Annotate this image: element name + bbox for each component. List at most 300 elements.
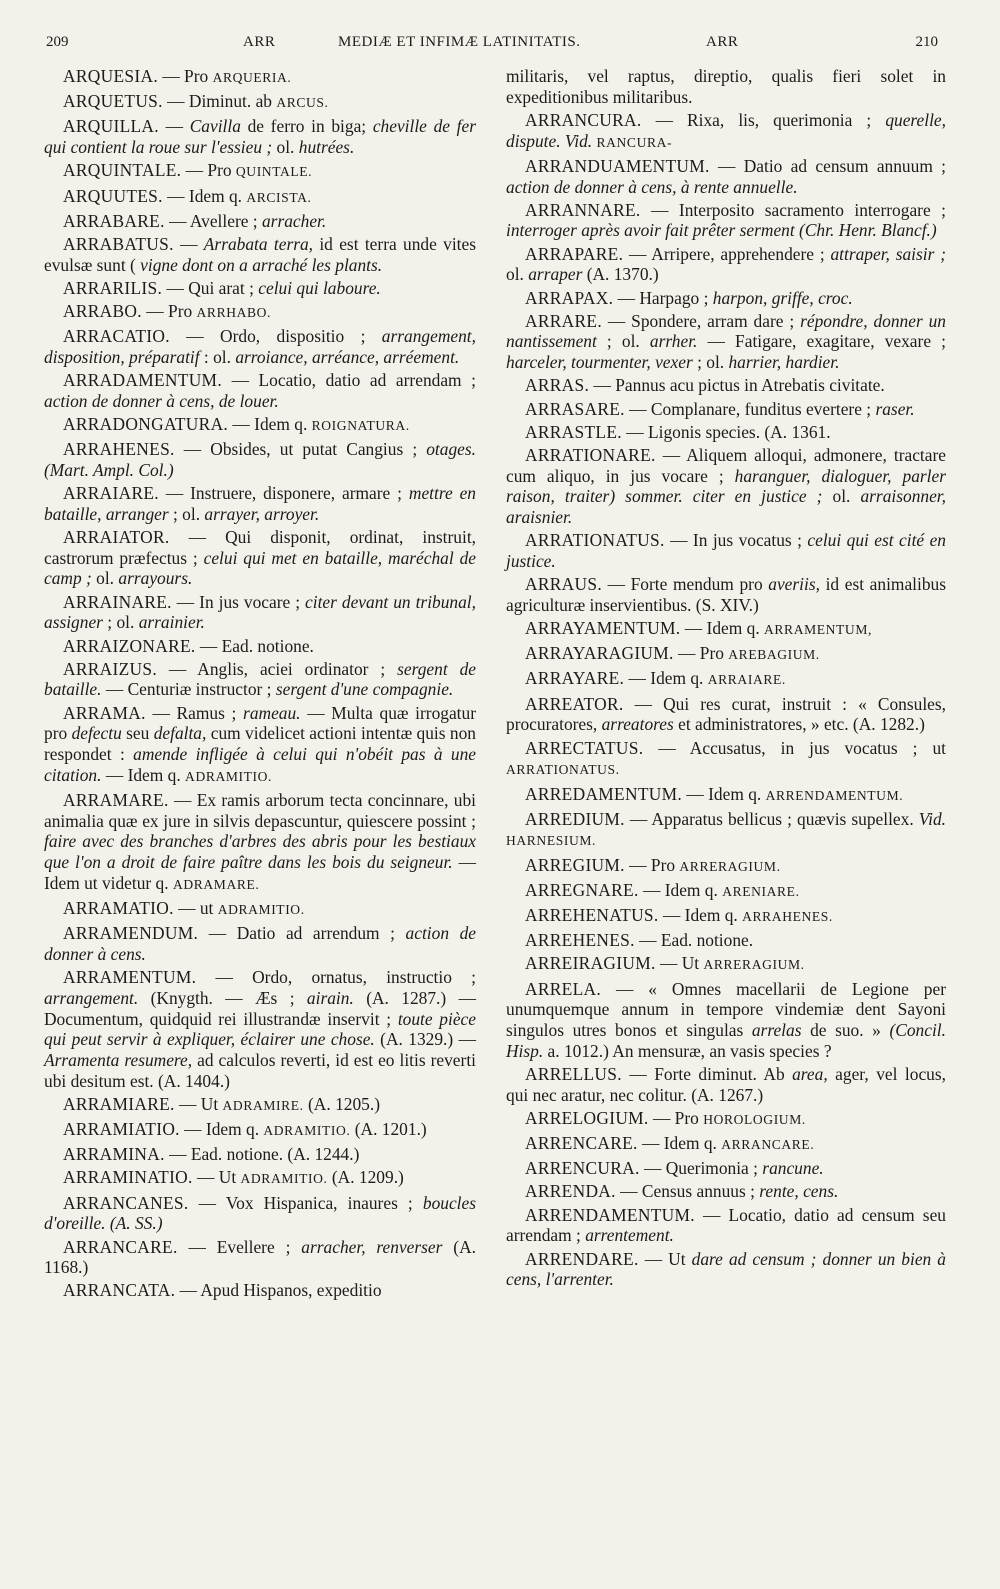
entry-text: — Ordo, ornatus, instructio ; (196, 967, 476, 988)
italic-gloss: arrayer, arroyer. (204, 503, 320, 524)
headword: ARRAHENES. (63, 439, 175, 460)
headword: ARRAMARE. (63, 790, 169, 810)
dictionary-entry (44, 790, 476, 896)
entry-text: (A. 1201.) (350, 1119, 427, 1140)
headword: ARRAPARE. (525, 243, 624, 264)
dictionary-entry (44, 1094, 476, 1117)
headword: ARRANCURA. (525, 109, 642, 130)
cross-reference: AREBAGIUM. (728, 647, 820, 663)
italic-gloss: faire avec des branches d'arbres des abris pour les bestiaux que l'on a droit de faire paître dans les bois du seigneur. (44, 831, 476, 873)
entry-text: — Datio ad censum annuum ; (709, 155, 946, 176)
headword: ARRELOGIUM. (525, 1107, 649, 1128)
entry-text: — Idem q. (162, 185, 247, 206)
entry-text: — Obsides, ut putat Cangius ; (174, 439, 427, 460)
cross-reference: ARQUERIA. (212, 70, 292, 85)
page-number-left: 209 (46, 34, 69, 50)
dictionary-entry (506, 618, 946, 641)
entry-text: — Ead. notione. (195, 635, 314, 656)
italic-gloss: arrelas (751, 1020, 802, 1041)
italic-gloss: toute pièce qui peut servir à expliquer, éclairer une chose. (44, 1008, 476, 1050)
italic-gloss: Arrabata terra, (203, 233, 314, 254)
entry-text: ager, vel locus, qui nec aratur, nec colitur. (A. 1267.) (506, 1063, 946, 1105)
headword: ARQUESIA. (63, 66, 158, 86)
italic-gloss: arrayours. (118, 568, 193, 589)
entry-text: (A. 1287.) — Documentum, quidquid rei illustrandæ inservit ; (44, 987, 476, 1029)
italic-gloss: (Concil. Hisp. (506, 1020, 946, 1061)
dictionary-entry (44, 186, 476, 209)
entry-text: — Ead. notione. (A. 1244.) (164, 1144, 360, 1165)
entry-text: — Ramus ; (145, 702, 244, 723)
entry-text: (A. 1370.) (582, 264, 659, 285)
headword: ARREGIUM. (525, 854, 625, 875)
headword: ARRENCARE. (525, 1133, 638, 1154)
entry-text: — Ut (638, 1248, 692, 1269)
headword: ARRADAMENTUM. (63, 370, 222, 391)
headword: ARRAMENTUM. (63, 967, 197, 988)
entry-text: — Apud Hispanos, expeditio (175, 1280, 382, 1301)
entry-text: — Complanare, funditus evertere ; (624, 398, 876, 419)
cross-reference: ARRAHENES. (742, 909, 833, 925)
right-column (506, 66, 946, 1292)
entry-text: (A. 1329.) — (374, 1029, 476, 1050)
entry-text: — Qui res curat, instruit : « Consules, procuratores, (506, 693, 946, 735)
headword: ARQUUTES. (63, 185, 163, 206)
entry-text: ol. (822, 486, 861, 507)
dictionary-entry (506, 288, 946, 309)
italic-gloss: arrangement. (44, 987, 139, 1008)
italic-gloss: airain. (306, 987, 354, 1008)
entry-text: ol. (91, 568, 119, 589)
italic-gloss: haranguer, dialoguer, parler raison, traiter) sommer. citer en justice ; (506, 465, 946, 507)
cross-reference: ARRAMENTUM, (764, 622, 872, 638)
headword: ARRAUS. (525, 574, 602, 595)
italic-gloss: celui qui laboure. (258, 277, 381, 298)
entry-text: — Locatio, datio ad censum seu arrendam ; (506, 1204, 946, 1246)
dictionary-entry (44, 1193, 476, 1234)
entry-text: — Pannus acu pictus in Atrebatis civitate. (589, 375, 885, 396)
dictionary-entry (44, 592, 476, 633)
running-title: MEDIÆ ET INFIMÆ LATINITATIS. (338, 34, 581, 50)
dictionary-entry (44, 1144, 476, 1165)
dictionary-entry (506, 1133, 946, 1156)
italic-gloss: arraisonner, araisnier. (506, 486, 946, 528)
dictionary-entry (506, 694, 946, 735)
headword: ARRELLUS. (525, 1063, 622, 1084)
headword: ARRECTATUS. (525, 737, 644, 758)
entry-text: — Pro (181, 160, 236, 181)
entry-text: — Arripere, apprehendere ; (623, 243, 831, 264)
dictionary-entry (506, 156, 946, 197)
entry-text: ; ol. (168, 503, 205, 524)
headword: ARRAINARE. (63, 591, 172, 612)
italic-gloss: area, (792, 1063, 828, 1084)
entry-text: ol. (506, 264, 529, 285)
dictionary-entry (506, 1064, 946, 1105)
entry-text: — Idem ut videtur q. (44, 852, 476, 893)
entry-text: — Forte mendum pro (602, 574, 769, 595)
dictionary-entry (506, 930, 946, 951)
entry-text: — Ordo, dispositio ; (169, 326, 382, 347)
italic-gloss: harrier, hardier. (728, 352, 840, 373)
entry-text: — Instruere, disponere, armare ; (158, 483, 409, 504)
dictionary-entry (506, 979, 946, 1062)
italic-gloss: querelle, dispute. Vid. (506, 109, 946, 151)
entry-text: ; ol. (596, 331, 650, 352)
dictionary-entry (506, 574, 946, 615)
entry-text: (A. 1205.) (303, 1093, 380, 1114)
cross-reference: ARRATIONATUS. (506, 762, 620, 778)
headword: ARREHENATUS. (525, 905, 659, 926)
entry-text: a. 1012.) An mensuræ, an vasis species ? (543, 1040, 832, 1061)
dictionary-entry (44, 211, 476, 232)
italic-gloss: arrainier. (138, 612, 205, 633)
italic-gloss: averiis, (768, 574, 820, 595)
entry-text: — Querimonia ; (639, 1158, 763, 1179)
dictionary-entry (44, 703, 476, 788)
headword: ARRAYAMENTUM. (525, 618, 681, 639)
running-head-left: ARR (243, 34, 276, 50)
headword: ARRAMINA. (63, 1144, 165, 1165)
dictionary-entry (44, 1167, 476, 1190)
italic-gloss: arracher, renverser (301, 1236, 443, 1257)
headword: ARRATIONATUS. (525, 530, 665, 551)
dictionary-entry (44, 967, 476, 1091)
entry-text: — Apparatus bellicus ; quævis supellex. (624, 808, 919, 829)
entry-text: — Ex ramis arborum tecta concinnare, ubi animalia quæ ex jure in silvis depascuntur, quiescere possint ; (44, 790, 476, 831)
italic-gloss: arracher. (261, 210, 327, 231)
dictionary-entry (506, 66, 946, 107)
italic-gloss: arraper (528, 264, 583, 285)
dictionary-entry (506, 200, 946, 241)
entry-text: — Ligonis species. (A. 1361. (621, 421, 831, 442)
entry-text: — Accusatus, in jus vocatus ; ut (643, 737, 946, 758)
headword: ARRASARE. (525, 398, 625, 419)
italic-gloss: action de donner à cens, de louer. (44, 390, 279, 411)
entry-text: — Aliquem alloqui, admonere, tractare cum aliquo, in jus vocare ; (506, 444, 946, 486)
cross-reference: ADRAMITIO. (240, 1171, 328, 1187)
cross-reference: ARCISTA. (246, 189, 312, 205)
entry-text: ol. (272, 137, 299, 158)
cross-reference: ARRANCARE. (721, 1137, 815, 1153)
italic-gloss: defalta, (153, 723, 207, 744)
dictionary-entry (44, 923, 476, 964)
dictionary-entry (506, 1205, 946, 1246)
cross-reference: ARRERAGIUM. (679, 858, 781, 874)
entry-text: — Pro (157, 66, 213, 86)
dictionary-entry (506, 1158, 946, 1179)
italic-gloss: interroger après avoir fait prêter serment (Chr. Henr. Blancf.) (506, 220, 937, 241)
italic-gloss: rameau. (243, 702, 301, 723)
italic-gloss: Vid. (918, 808, 946, 829)
dictionary-entry (506, 422, 946, 443)
dictionary-entry (44, 414, 476, 437)
italic-gloss: arrangement, disposition, préparatif (44, 326, 476, 367)
entry-text: — Rixa, lis, querimonia ; (641, 109, 886, 130)
headword: ARREIRAGIUM. (525, 953, 656, 974)
cross-reference: RANCURA- (596, 134, 673, 150)
entry-text: de ferro in biga; (240, 116, 373, 137)
cross-reference: ADRAMITIO. (217, 902, 305, 918)
dictionary-entry (44, 1280, 476, 1301)
cross-reference: ADRAMITIO. (185, 768, 273, 784)
headword: ARREDAMENTUM. (525, 783, 683, 804)
italic-gloss: sergent d'une compagnie. (275, 679, 454, 700)
entry-text: — Datio ad arrendum ; (198, 923, 406, 944)
dictionary-entry (44, 234, 476, 275)
headword: ARRAIZUS. (63, 658, 158, 679)
cross-reference: ARRENDAMENTUM. (765, 787, 904, 803)
cross-reference: ARENIARE. (722, 883, 800, 899)
entry-text: — Pro (673, 643, 729, 664)
dictionary-entry (44, 659, 476, 700)
entry-text: — Qui arat ; (162, 277, 259, 298)
dictionary-entry (506, 244, 946, 285)
dictionary-entry (506, 445, 946, 528)
entry-text: — In jus vocatus ; (664, 530, 808, 551)
entry-text: (A. 1168.) (44, 1236, 477, 1278)
cross-reference: HARNESIUM. (506, 833, 597, 849)
entry-text: : ol. (199, 346, 236, 367)
entry-text: de suo. » (801, 1020, 890, 1041)
entry-text: — Harpago ; (613, 287, 713, 308)
dictionary-entry (506, 880, 946, 903)
italic-gloss: mettre en bataille, arranger (44, 483, 476, 524)
italic-gloss: action de donner à cens, à rente annuelle. (506, 176, 798, 197)
headword: ARRANDUAMENTUM. (525, 155, 710, 176)
entry-text: — Pro (648, 1107, 704, 1128)
entry-text: — Locatio, datio ad arrendam ; (221, 370, 476, 391)
dictionary-entry (44, 91, 476, 114)
dictionary-entry (44, 1237, 476, 1278)
running-header (46, 34, 938, 58)
headword: ARRAIARE. (63, 483, 159, 504)
italic-gloss: rente, cens. (759, 1181, 839, 1202)
dictionary-entry (44, 898, 476, 921)
italic-gloss: amende infligée à celui qui n'obéit pas à une citation. (44, 744, 476, 785)
dictionary-entry (506, 953, 946, 976)
entry-text: ; ol. (102, 612, 139, 633)
dictionary-entry (506, 110, 946, 153)
italic-gloss: sergent de bataille. (44, 658, 476, 700)
headword: ARRABO. (63, 301, 142, 322)
headword: ARRENCURA. (525, 1158, 640, 1179)
italic-gloss: celui qui est cité en justice. (506, 530, 946, 571)
entry-text: — Idem q. (638, 879, 723, 900)
italic-gloss: boucles d'oreille. (A. SS.) (44, 1192, 476, 1234)
italic-gloss: répondre, donner un nantissement (506, 310, 946, 352)
dictionary-entry (506, 375, 946, 396)
italic-gloss: otages. (Mart. Ampl. Col.) (44, 439, 476, 480)
left-column (44, 66, 476, 1304)
headword: ARRANNARE. (525, 199, 641, 220)
dictionary-entry (44, 636, 476, 657)
page-number-right: 210 (915, 34, 938, 50)
dictionary-entry (506, 1181, 946, 1202)
headword: ARRADONGATURA. (63, 414, 229, 435)
cross-reference: QUINTALE. (235, 164, 313, 180)
entry-text: — Idem q. (624, 668, 708, 689)
headword: ARREDIUM. (525, 808, 625, 829)
cross-reference: ARRERAGIUM. (703, 957, 805, 973)
italic-gloss: arrentement. (585, 1225, 674, 1246)
dictionary-entry (506, 311, 946, 373)
italic-gloss: raser. (875, 398, 915, 419)
dictionary-entry (44, 527, 476, 589)
headword: ARRENDARE. (525, 1248, 639, 1269)
dictionary-entry (506, 855, 946, 878)
headword: ARREHENES. (525, 930, 635, 951)
italic-gloss: vigne dont on a arraché les plants. (140, 254, 383, 275)
entry-text: — Spondere, arram dare ; (602, 310, 801, 331)
dictionary-entry (506, 530, 946, 571)
italic-gloss: citer devant un tribunal, assigner (44, 591, 476, 633)
headword: ARRACATIO. (63, 326, 170, 347)
cross-reference: ADRAMARE. (172, 876, 260, 892)
headword: ARRAMINATIO. (63, 1167, 193, 1188)
entry-text: id est terra unde vites evulsæ sunt ( (44, 233, 476, 275)
headword: ARRAYARE. (525, 668, 625, 689)
entry-text: — Idem q. (637, 1133, 722, 1154)
entry-text: — Vox Hispanica, inaures ; (188, 1192, 423, 1213)
entry-text: — Interposito sacramento interrogare ; (640, 199, 946, 220)
entry-text: seu (121, 723, 154, 744)
headword: ARRASTLE. (525, 421, 622, 442)
headword: ARRAYARAGIUM. (525, 643, 674, 664)
entry-text: — Evellere ; (177, 1236, 302, 1257)
headword: ARRARE. (525, 310, 602, 331)
italic-gloss: Arramenta resumere, (44, 1049, 193, 1070)
dictionary-entry (44, 278, 476, 299)
entry-text: — Fatigare, exagitare, vexare ; (697, 331, 946, 352)
dictionary-entry (44, 116, 476, 157)
italic-gloss: defectu (71, 723, 122, 744)
headword: ARRAMA. (63, 702, 146, 723)
italic-gloss: rancune. (762, 1158, 824, 1179)
headword: ARRABARE. (63, 210, 165, 231)
entry-text: ; ol. (692, 352, 729, 373)
cross-reference: ADRAMITIO. (263, 1123, 351, 1139)
dictionary-entry (506, 643, 946, 666)
entry-text: — Ut (174, 1093, 223, 1114)
headword: ARRELA. (525, 978, 602, 999)
italic-gloss: arrher. (649, 331, 698, 352)
dictionary-entry (506, 738, 946, 781)
cross-reference: ARRAIARE. (707, 672, 786, 688)
headword: ARRAIZONARE. (63, 635, 196, 656)
entry-text: — (173, 233, 204, 254)
headword: ARREGNARE. (525, 879, 639, 900)
dictionary-entry (44, 439, 476, 480)
headword: ARRAMATIO. (63, 898, 174, 919)
italic-gloss: dare ad censum ; donner un bien à cens, l'arrenter. (506, 1248, 947, 1290)
entry-text: cum videlicet actioni intentæ quis non respondet : (44, 723, 476, 765)
italic-gloss: attraper, saisir ; (830, 243, 946, 264)
entry-text: (Knygth. — Æs ; (138, 987, 307, 1008)
entry-text: (A. 1209.) (327, 1167, 404, 1188)
entry-text: — « Omnes macellarii de Legione per unumquemque annum in tempore vindemiæ dent Sayoni singulos utres bonos et singulas (506, 978, 946, 1041)
cross-reference: HOROLOGIUM. (703, 1111, 806, 1127)
entry-text: — Idem q. (228, 414, 312, 435)
entry-text: — Multa quæ irrogatur pro (44, 702, 477, 744)
headword: ARRENDA. (525, 1181, 616, 1202)
headword: ARRAMENDUM. (63, 923, 199, 944)
italic-gloss: cheville de fer qui contient la roue sur l'essieu ; (44, 116, 476, 158)
entry-text: — Pro (141, 301, 197, 322)
dictionary-entry (44, 301, 476, 324)
headword: ARRANCANES. (63, 1192, 189, 1213)
entry-text: — Qui disponit, ordinat, instruit, castrorum præfectus ; (44, 527, 476, 568)
dictionary-entry (506, 399, 946, 420)
headword: ARRATIONARE. (525, 444, 656, 465)
dictionary-entry (44, 370, 476, 411)
entry-text: — Diminut. ab (162, 91, 277, 112)
entry-text: — Pro (624, 854, 680, 875)
cross-reference: ARRHABO. (196, 305, 272, 321)
italic-gloss: arreatores (601, 714, 674, 735)
entry-text: — Idem q. (680, 618, 765, 639)
entry-text: — Ut (192, 1167, 241, 1188)
entry-text: — Idem q. (682, 783, 766, 804)
italic-gloss: hutrées. (298, 137, 355, 158)
entry-text: — Centuriæ instructor ; (101, 679, 276, 700)
entry-text: — Avellere ; (164, 210, 262, 231)
headword: ARRENDAMENTUM. (525, 1204, 695, 1225)
dictionary-entry (506, 784, 946, 807)
dictionary-entry (44, 66, 476, 89)
headword: ARRANCARE. (63, 1236, 178, 1257)
italic-gloss: arroiance, arréance, arréement. (235, 346, 460, 367)
cross-reference: ADRAMIRE. (222, 1097, 304, 1113)
entry-text: — (158, 116, 190, 137)
headword: ARQUINTALE. (63, 160, 182, 181)
entry-text: — Idem q. (101, 764, 186, 785)
headword: ARREATOR. (525, 693, 624, 714)
entry-text: — Ut (655, 953, 704, 974)
entry-text: — In jus vocare ; (171, 591, 306, 612)
entry-text: id est animalibus agriculturæ inservientibus. (S. XIV.) (506, 574, 946, 615)
entry-text: militaris, vel raptus, direptio, qualis fieri solet in expeditionibus militaribus. (506, 66, 946, 107)
running-head-right: ARR (706, 34, 739, 50)
headword: ARRAMIARE. (63, 1093, 175, 1114)
dictionary-entry (44, 160, 476, 183)
entry-text: — Forte diminut. Ab (621, 1063, 793, 1084)
entry-text: — Ead. notione. (634, 930, 754, 951)
entry-text: — ut (173, 898, 218, 919)
headword: ARRARILIS. (63, 277, 163, 298)
cross-reference: ROIGNATURA. (311, 418, 410, 434)
entry-text: — Census annuus ; (615, 1181, 760, 1202)
dictionary-entry (44, 483, 476, 524)
italic-gloss: action de donner à cens. (44, 923, 476, 964)
headword: ARRAIATOR. (63, 527, 170, 548)
entry-text: ad calculos reverti, id est eo litis reverti ubi desitum est. (A. 1404.) (44, 1049, 476, 1091)
dictionary-entry (44, 326, 476, 367)
entry-text: — Idem q. (658, 905, 743, 926)
italic-gloss: harceler, tourmenter, vexer (506, 352, 693, 373)
italic-gloss: Cavilla (189, 116, 241, 137)
headword: ARRAS. (525, 375, 590, 396)
dictionary-entry (506, 668, 946, 691)
headword: ARRAPAX. (525, 287, 614, 308)
entry-text: — Anglis, aciei ordinator ; (157, 658, 398, 679)
italic-gloss: celui qui met en bataille, maréchal de camp ; (44, 547, 476, 589)
dictionary-entry (506, 809, 946, 852)
headword: ARRAMIATIO. (63, 1119, 180, 1140)
cross-reference: ARCUS. (276, 95, 329, 111)
dictionary-entry (506, 1108, 946, 1131)
headword: ARQUETUS. (63, 91, 163, 112)
entry-text: et administratores, » etc. (A. 1282.) (673, 714, 925, 735)
